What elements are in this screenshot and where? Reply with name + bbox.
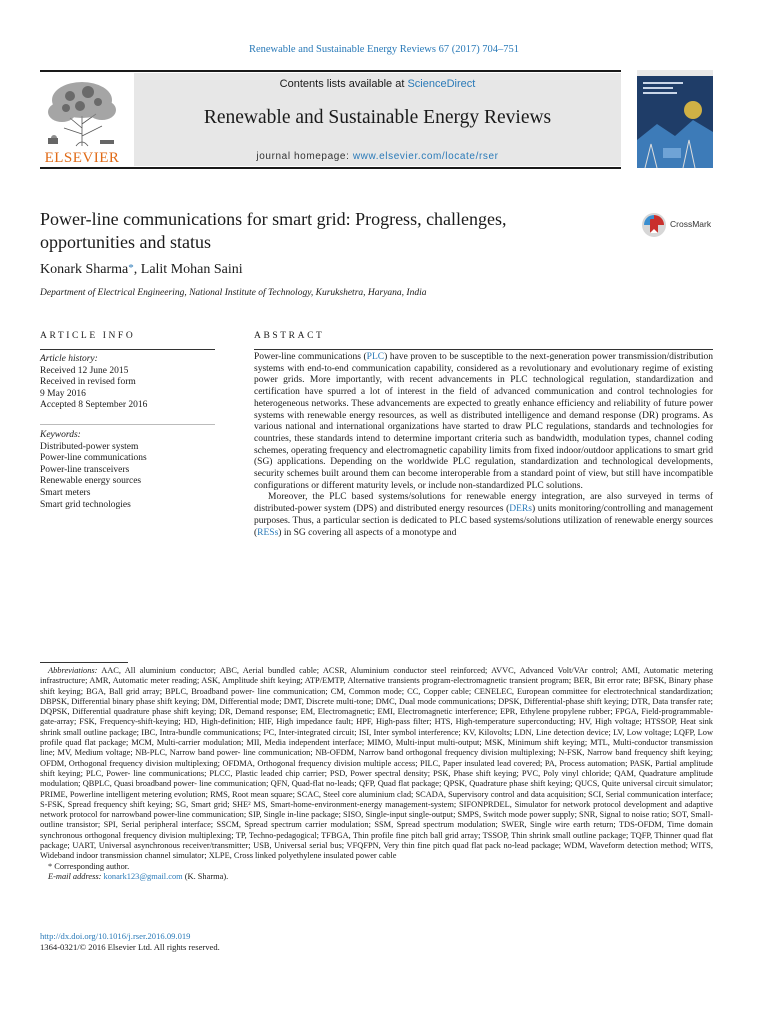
contents-line — [134, 78, 621, 90]
footnote-rule — [40, 662, 128, 663]
abbreviations-note — [40, 666, 713, 862]
homepage-link[interactable]: www.elsevier.com/locate/rser — [352, 151, 499, 162]
history-item: Accepted 8 September 2016 — [40, 400, 148, 411]
abstract-text: Moreover, the PLC based systems/solutions for renewable energy integration, are also surveyed in terms of distributed-power system (DPS) and distributed energy resources ( — [254, 492, 713, 515]
corresponding-note: * Corresponding author. — [48, 861, 130, 871]
article-info-heading: ARTICLE INFO — [40, 331, 136, 341]
homepage-label: journal homepage: — [256, 151, 353, 162]
issn-copyright: 1364-0321/© 2016 Elsevier Ltd. All rights reserved. — [40, 942, 220, 952]
abbreviation-link[interactable]: DERs — [509, 504, 532, 515]
history-label: Article history: — [40, 354, 98, 364]
masthead-top-rule — [40, 70, 621, 72]
keyword-item[interactable]: Power-line communications — [40, 453, 147, 464]
abstract-rule — [254, 349, 713, 350]
abbreviation-link[interactable]: RESs — [257, 527, 279, 538]
corresponding-author-mark[interactable]: * — [128, 262, 134, 274]
crossmark-icon — [641, 212, 667, 238]
footnote-block — [40, 666, 713, 882]
elsevier-wordmark[interactable]: ELSEVIER — [44, 150, 120, 166]
abstract-body — [254, 352, 713, 539]
author-name[interactable]: Lalit Mohan Saini — [140, 262, 243, 277]
article-title: Power-line communications for smart grid: Progress, challenges, opportunities and status — [40, 209, 507, 252]
journal-homepage — [134, 151, 621, 162]
abstract-text: Power-line communications ( — [254, 352, 367, 362]
abstract-text: ) in SG covering all aspects of a monotype and — [278, 527, 457, 538]
keywords-list — [40, 430, 215, 511]
abstract-text: ) units monitoring/controlling and management purposes. Thus, a particular section is dedicated to PLC based systems/solutions utilization of renewable energy sources ( — [254, 504, 713, 538]
abstract-text: ) have proven to be susceptible to the next-generation power transmission/distribution systems with end-to-end communication capability, considered as a revolutionary and evolutionary regime of existing power grids. More importantly, with recent advancements in PLC technological regulation, standardization and certification have spurred a lot of interest in the field of advanced communication and control technologies for heterogeneous networks. These advancements are expected to greatly enhance efficiency and reliability of future power systems with renewable energy resources, as well as distributed intelligence and demand response (DR) programs. As various national and international organizations have started to draw PLC regulations, standards and technologies for countries, these standards intend to determine important criteria such as bandwidth, modulation types, channel coding schemes, operating frequency and electromagnetic capability limits from fixed indoor/outdoor applications to smart grid (SG) applications. Depending on the worldwide PLC regulation, standardization and technological developments, security schemes built around them can become interoperable from a standard point of view, but still have incompatible configurations or different maturity levels, or include non-standardized PLC solutions. — [254, 352, 713, 491]
author-list — [40, 262, 243, 278]
email-link[interactable]: konark123@gmail.com — [103, 871, 183, 881]
author-affiliation: Department of Electrical Engineering, National Institute of Technology, Kurukshetra, Haryana, India — [40, 288, 427, 298]
journal-citation[interactable]: Renewable and Sustainable Energy Reviews 67 (2017) 704–751 — [248, 44, 520, 55]
abbreviations-label: Abbreviations: — [48, 666, 98, 675]
abbreviation-link[interactable]: PLC — [366, 352, 385, 362]
email-suffix: (K. Sharma). — [182, 871, 229, 881]
email-label: E-mail address: — [48, 871, 104, 881]
sciencedirect-link[interactable]: ScienceDirect — [407, 78, 476, 90]
keywords-label: Keywords: — [40, 430, 81, 440]
masthead-bottom-rule — [40, 167, 621, 169]
abstract-paragraph — [254, 492, 713, 539]
journal-title: Renewable and Sustainable Energy Reviews — [203, 107, 552, 128]
keyword-item[interactable]: Power-line transceivers — [40, 464, 130, 475]
keyword-item[interactable]: Renewable energy sources — [40, 476, 142, 487]
author-name[interactable]: Konark Sharma — [40, 262, 129, 277]
keywords-rule — [40, 424, 215, 425]
article-history — [40, 354, 215, 412]
keyword-item[interactable]: Smart grid technologies — [40, 499, 131, 510]
abbreviations-text: AAC, All aluminium conductor; ABC, Aerial bundled cable; ACSR, Aluminium conductor steel reinforced; AVVC, Advanced Volt/VAr control; AMI, Automatic metering infrastructure; AMR, Automatic meter reading; ASK, Amplitude shift keying; ATP/EMTP, Alternative transients program-electromagnetic transient program; BER, Bit error rate; BFSK, Binary phase shift keying; BGA, Ball grid array; BPLC, Broadband power- line communication; CM, Common mode; CC, Copper cable; CENELEC, European committee for electrotechnical standardization; DBPSK, Differential binary phase shift keying; DM, Differential mode; DMT, Discrete multi-tone; DMC, Dual mode communications; DPSK, Differential-phase shift keying; DTR, Data transfer rate; DQPSK, Differential quadrature phase shift keying; DR, Demand response; EM, Electromagnetic; EMI, Electromagnetic interference; EPR, Ethylene propylene rubber; FPGA, Field-programmable-gate-array; FSK, Frequency-shift-keying; HD, High-definition; HIF, High impedance fault; HPF, High-pass filter; HTS, High-temperature superconducting; HV, High voltage; HTSSOP, Heat sink shrink small outline package; IBC, Intra-bundle communications; I²C, Inter-integrated circuit; ISI, Inter symbol interference; KV, Kilovolts; LDN, Line detection device; LV, Low voltage; LQFP, Low profile quad flat package; MCM, Multi-carrier modulation; MII, Media independent interface; MIMO, Multi-input multi-output; MSK, Minimum shift keying; MTL, Multi-conductor transmission line; MV, Medium voltage; NB-PLC, Narrow band power- line communication; NB-OFDM, Narrow band orthogonal frequency division multiplexing; N-FSK, Narrow band frequency shift keying; OFDM, Orthogonal frequency division multiplexing; OFDMA, Orthogonal frequency division multiple access; PILC, Paper insulated lead covered; PA, Process automation; PASK, Partial amplitude shift keying; PLC, Power- line communications; PLCC, Plastic leaded chip carrier; PSD, Power spectral density; PSK, Phase shift keying; PVC, Poly vinyl chloride; QAM, Quadrature amplitude modulation; QBPLC, Quasi broadband power- line communication; QFN, Quad-flat no-leads; QFP, Quad flat package; QPSK, Quadrature phase shift keying; QUCS, Quite universal circuit simulator; PRIME, Powerline intelligent metering evolution; RMS, Root mean square; SCAC, Steel core aluminium clad; SCADA, Supervisory control and data acquisition; SCI, Serial communication interface; S-FSK, Spread frequency shift keying; SG, Smart grid; SHE² MS, Smart-home-environment-energy management-system; SIFONPRDEL, Simulator for network protocol development and adaptive network protocol for narrowband power-line communication; SIP, Single in-line package; SISO, Single-input single-output; SMPS, Switch mode power supply; SNR, Signal to noise ratio; SOT, Small-outline transistor; SPI, Serial peripheral interface; SSCM, Spread spectrum carrier modulation; SSM, Spread spectrum modulation; SWER, Single wire earth return; TDS-OFDM, Time domain synchronous orthogonal frequency division multiplexing; TP, Techno-pedagogical; TFBGA, Thin profile fine pitch ball grid array; TSSOP, Thin shrink small outline package; TQFP, Thinner quad flat package; UART, Universal asynchronous receiver/transmitter; USB, Universal serial bus; VFQFPN, Very thin fine pitch quad flat pack no-lead package; WDM, Waveform detection method; WITS, Wideband indoor transmission channel simulator; XLPE, Cross linked polyethylene insulated power cable — [40, 666, 713, 861]
history-item: Received in revised form — [40, 377, 136, 388]
crossmark-button[interactable] — [641, 212, 721, 240]
history-item: Received 12 June 2015 — [40, 365, 129, 376]
doi-block — [40, 931, 220, 953]
keyword-item[interactable]: Smart meters — [40, 487, 91, 498]
email-note — [40, 872, 713, 882]
abstract-heading: ABSTRACT — [254, 331, 325, 341]
history-item: 9 May 2016 — [40, 388, 86, 399]
doi-link[interactable]: http://dx.doi.org/10.1016/j.rser.2016.09.019 — [40, 931, 191, 941]
author-separator: , — [133, 262, 141, 277]
article-info-rule — [40, 349, 215, 350]
crossmark-label: CrossMark — [670, 219, 712, 229]
journal-cover-icon[interactable] — [637, 70, 713, 168]
contents-prefix: Contents lists available at — [279, 78, 408, 90]
abstract-paragraph — [254, 352, 713, 492]
keyword-item[interactable]: Distributed-power system — [40, 441, 139, 452]
